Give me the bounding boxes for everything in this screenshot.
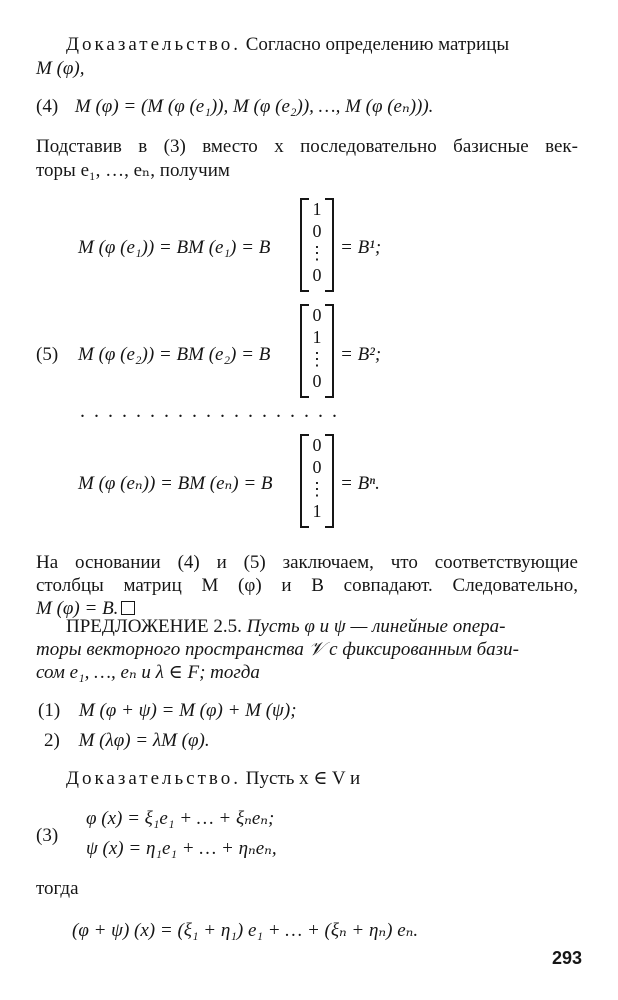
cell: 0 <box>312 457 322 477</box>
proposition-line: торы векторного пространства 𝒱 с фиксированным бази- <box>36 639 519 660</box>
column-vector-1 <box>300 198 334 292</box>
proof-heading-line <box>66 768 360 790</box>
dotted-separator: ................... <box>80 400 346 422</box>
cell: 1 <box>312 327 322 347</box>
column-vector-n <box>300 434 334 528</box>
item-1 <box>38 700 297 722</box>
text-line: торы e₁, …, eₙ, получим <box>36 160 230 181</box>
matrix-eq-row-1: M (φ (e₁)) = BM (e₁) = B <box>78 237 271 258</box>
item-expr: M (φ + ψ) = M (φ) + M (ψ); <box>78 700 297 721</box>
text-line: M (φ), <box>36 58 85 79</box>
text-line: тогда <box>36 878 79 899</box>
proof-text: Пусть x ∈ V и <box>245 768 361 789</box>
text-line: Подставив в (3) вместо x последовательно базисные век- <box>36 136 578 157</box>
item-number: (1) <box>38 700 61 721</box>
equation-3-line-1: φ (x) = ξ₁e₁ + … + ξₙeₙ; <box>86 808 275 829</box>
equation-4 <box>36 96 433 118</box>
proof-text: Согласно определению матрицы <box>245 34 510 55</box>
proposition-text: Пусть φ и ψ — линейные опера- <box>246 616 506 637</box>
equation-expr: M (φ) = (M (φ (e₁)), M (φ (e₂)), …, M (φ (eₙ))). <box>74 96 434 117</box>
cell: 0 <box>312 371 322 391</box>
cell: ⋮ <box>308 349 326 369</box>
proof-word: Доказательство. <box>66 768 241 789</box>
proposition-line: сом e₁, …, eₙ и λ ∈ F; тогда <box>36 662 260 683</box>
cell: ⋮ <box>308 243 326 263</box>
final-equation: (φ + ψ) (x) = (ξ₁ + η₁) e₁ + … + (ξₙ + ηₙ) eₙ. <box>72 920 419 941</box>
page-number: 293 <box>552 948 583 968</box>
matrix-eq-rhs-1: = B¹; <box>340 237 382 258</box>
item-2 <box>44 730 210 752</box>
cell: 0 <box>312 221 322 241</box>
column-vector-2 <box>300 304 334 398</box>
text-line: столбцы матриц M (φ) и B совпадают. Следовательно, <box>36 575 578 596</box>
qed-square-icon <box>121 601 135 615</box>
conclusion: M (φ) = B. <box>36 598 119 619</box>
matrix-eq-rhs-n: = Bⁿ. <box>340 473 380 494</box>
equation-number-3: (3) <box>36 825 59 846</box>
matrix-eq-row-n: M (φ (eₙ)) = BM (eₙ) = B <box>78 473 273 494</box>
proposition-label: ПРЕДЛОЖЕНИЕ 2.5. <box>66 616 242 637</box>
proof-word: Доказательство. <box>66 34 241 55</box>
equation-number: (4) <box>36 96 59 117</box>
item-number: 2) <box>44 730 60 751</box>
equation-number-5: (5) <box>36 344 59 365</box>
cell: 1 <box>312 199 322 219</box>
cell: 0 <box>312 265 322 285</box>
matrix-eq-row-2: M (φ (e₂)) = BM (e₂) = B <box>78 344 271 365</box>
text-line: На основании (4) и (5) заключаем, что соответствующие <box>36 552 578 573</box>
equation-3-line-2: ψ (x) = η₁e₁ + … + ηₙeₙ, <box>86 838 277 859</box>
proof-heading-line <box>66 34 578 56</box>
item-expr: M (λφ) = λM (φ). <box>78 730 210 751</box>
cell: 1 <box>312 501 322 521</box>
cell: ⋮ <box>308 479 326 499</box>
matrix-eq-rhs-2: = B²; <box>340 344 382 365</box>
proposition-line <box>66 616 578 638</box>
cell: 0 <box>312 435 322 455</box>
cell: 0 <box>312 305 322 325</box>
